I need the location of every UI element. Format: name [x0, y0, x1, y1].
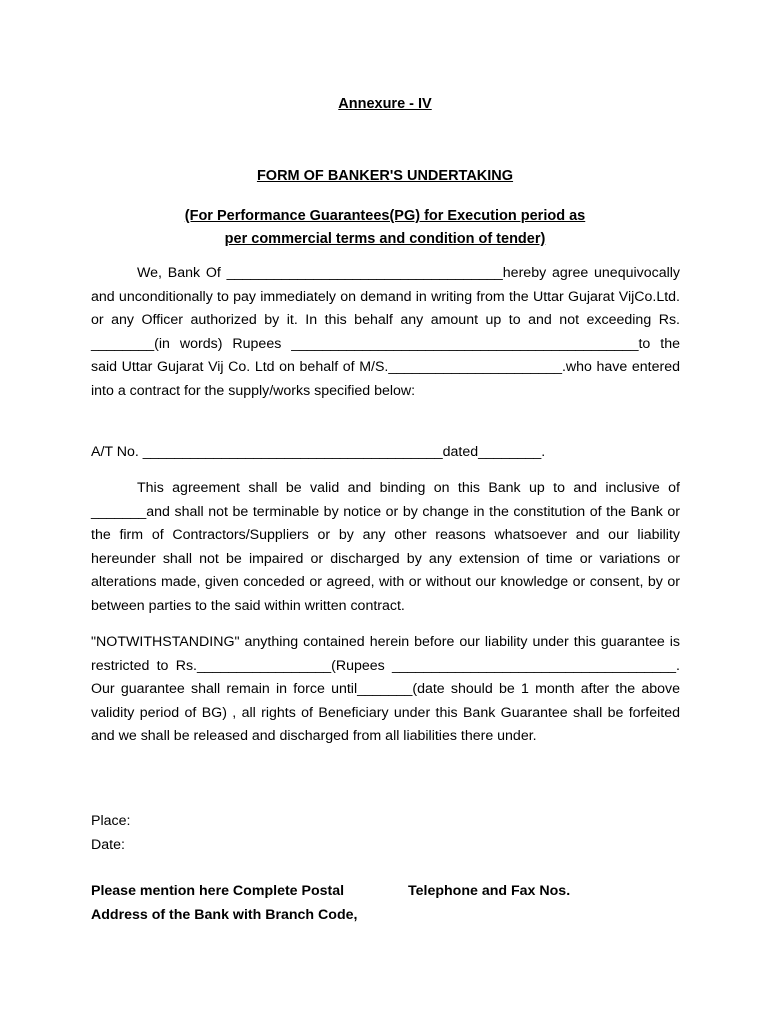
form-subtitle [0, 205, 770, 251]
notwithstanding-paragraph: "NOTWITHSTANDING" anything contained herein before our liability under this guarantee is restricted to Rs._________________(Rupees ____________________________________. Our guarantee shall remain in force until_______(date should be 1 month after the above validity period of BG) , all rights of Beneficiary under this Bank Guarantee shall be forfeited and we shall be released and discharged from all liabilities there under. [91, 634, 680, 745]
subtitle-line-1: (For Performance Guarantees(PG) for Execution period as [184, 208, 586, 224]
telephone-fax-label: Telephone and Fax Nos. [408, 883, 571, 899]
subtitle-line-2: per commercial terms and condition of tender) [224, 231, 546, 247]
address-line-2: Address of the Bank with Branch Code, [91, 906, 358, 923]
undertaking-paragraph: We, Bank Of ___________________________________hereby agree unequivocally and unconditionally to pay immediately on demand in writing from the Uttar Gujarat VijCo.Ltd. or any Officer authorized by it. In this behalf any amount up to and not exceeding Rs. ________(in words) Rupees ____________________________________________to the said Uttar Gujarat Vij Co. Ltd on behalf of M/S.______________________.who have entered into a contract for the supply/works specified below: [91, 265, 680, 399]
date-label: Date: [91, 837, 125, 853]
place-label: Place: [91, 813, 131, 829]
validity-paragraph: This agreement shall be valid and binding on this Bank up to and inclusive of _______and shall not be terminable by notice or by change in the constitution of the Bank or the firm of Contractors/Suppliers or by any other reasons whatsoever and our liability hereunder shall not be impaired or discharged by any extension of time or variations or alterations made, given conceded or agreed, with or without our knowledge or consent, by or between parties to the said within written contract. [91, 480, 680, 614]
bank-address-instruction [91, 880, 357, 927]
address-line-1: Please mention here Complete Postal [91, 883, 345, 899]
at-number-line: A/T No. ______________________________________dated________. [91, 444, 546, 460]
form-title: FORM OF BANKER'S UNDERTAKING [256, 168, 514, 184]
annexure-heading: Annexure - IV [338, 96, 432, 112]
